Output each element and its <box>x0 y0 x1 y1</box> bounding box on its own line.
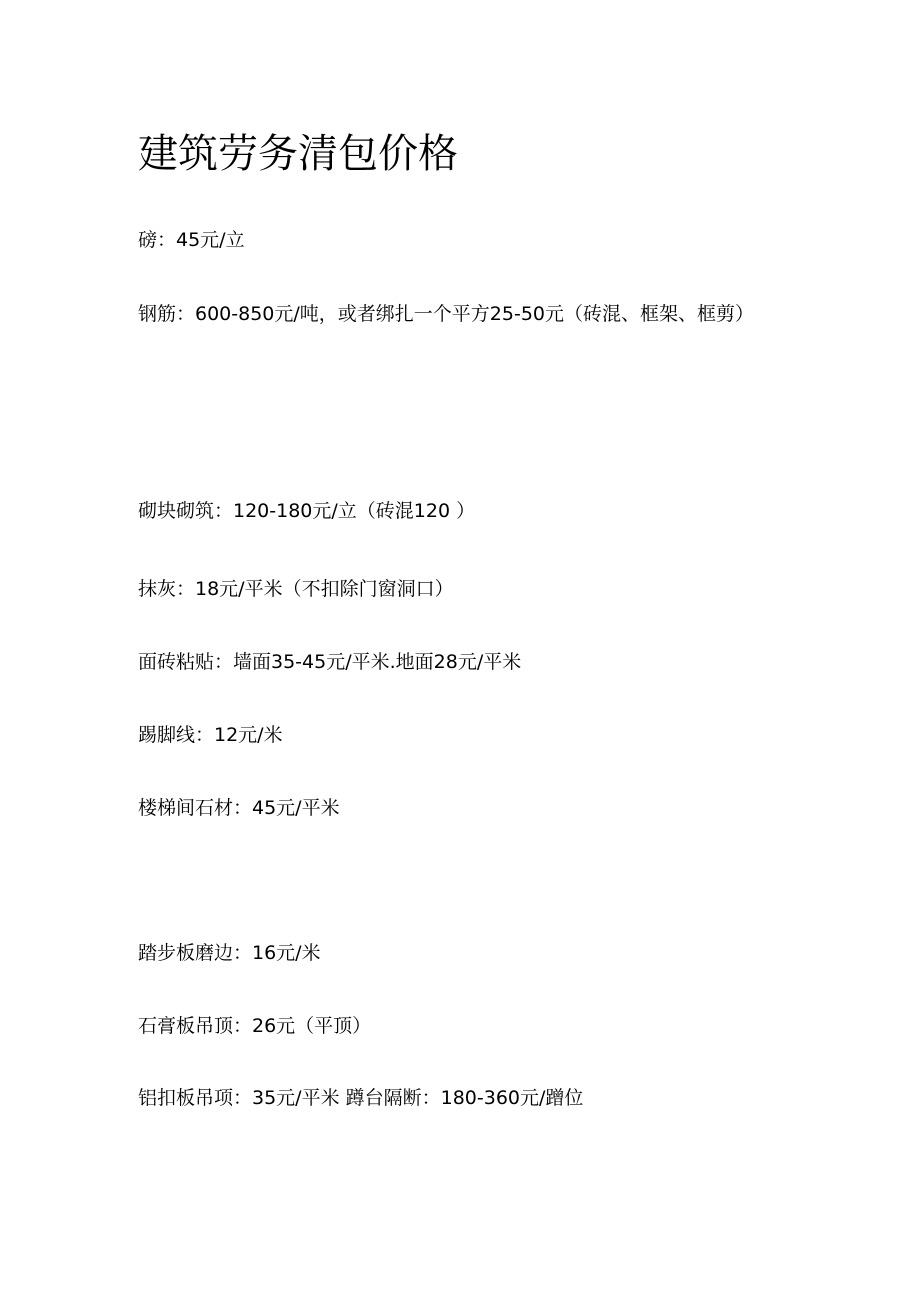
price-item-step-edging: 踏步板磨边：16元/米 <box>138 942 321 964</box>
price-item-gypsum-ceiling: 石膏板吊顶：26元（平顶） <box>138 1015 372 1037</box>
price-item-aluminum-ceiling: 铝扣板吊项：35元/平米 蹲台隔断：180-360元/蹭位 <box>138 1087 584 1109</box>
price-item-concrete: 磅：45元/立 <box>138 229 245 251</box>
price-item-stair-stone: 楼梯间石材：45元/平米 <box>138 797 340 819</box>
price-item-block-masonry: 砌块砌筑：120-180元/立（砖混120 ） <box>138 500 476 522</box>
price-item-tile-laying: 面砖粘贴：墙面35-45元/平米.地面28元/平米 <box>138 651 522 673</box>
price-item-rebar: 钢筋：600-850元/吨，或者绑扎一个平方25-50元（砖混、框架、框剪） <box>138 303 754 325</box>
price-item-skirting: 踢脚线：12元/米 <box>138 724 283 746</box>
document-title: 建筑劳务清包价格 <box>138 131 458 177</box>
price-item-plastering: 抹灰：18元/平米（不扣除门窗洞口） <box>138 578 454 600</box>
